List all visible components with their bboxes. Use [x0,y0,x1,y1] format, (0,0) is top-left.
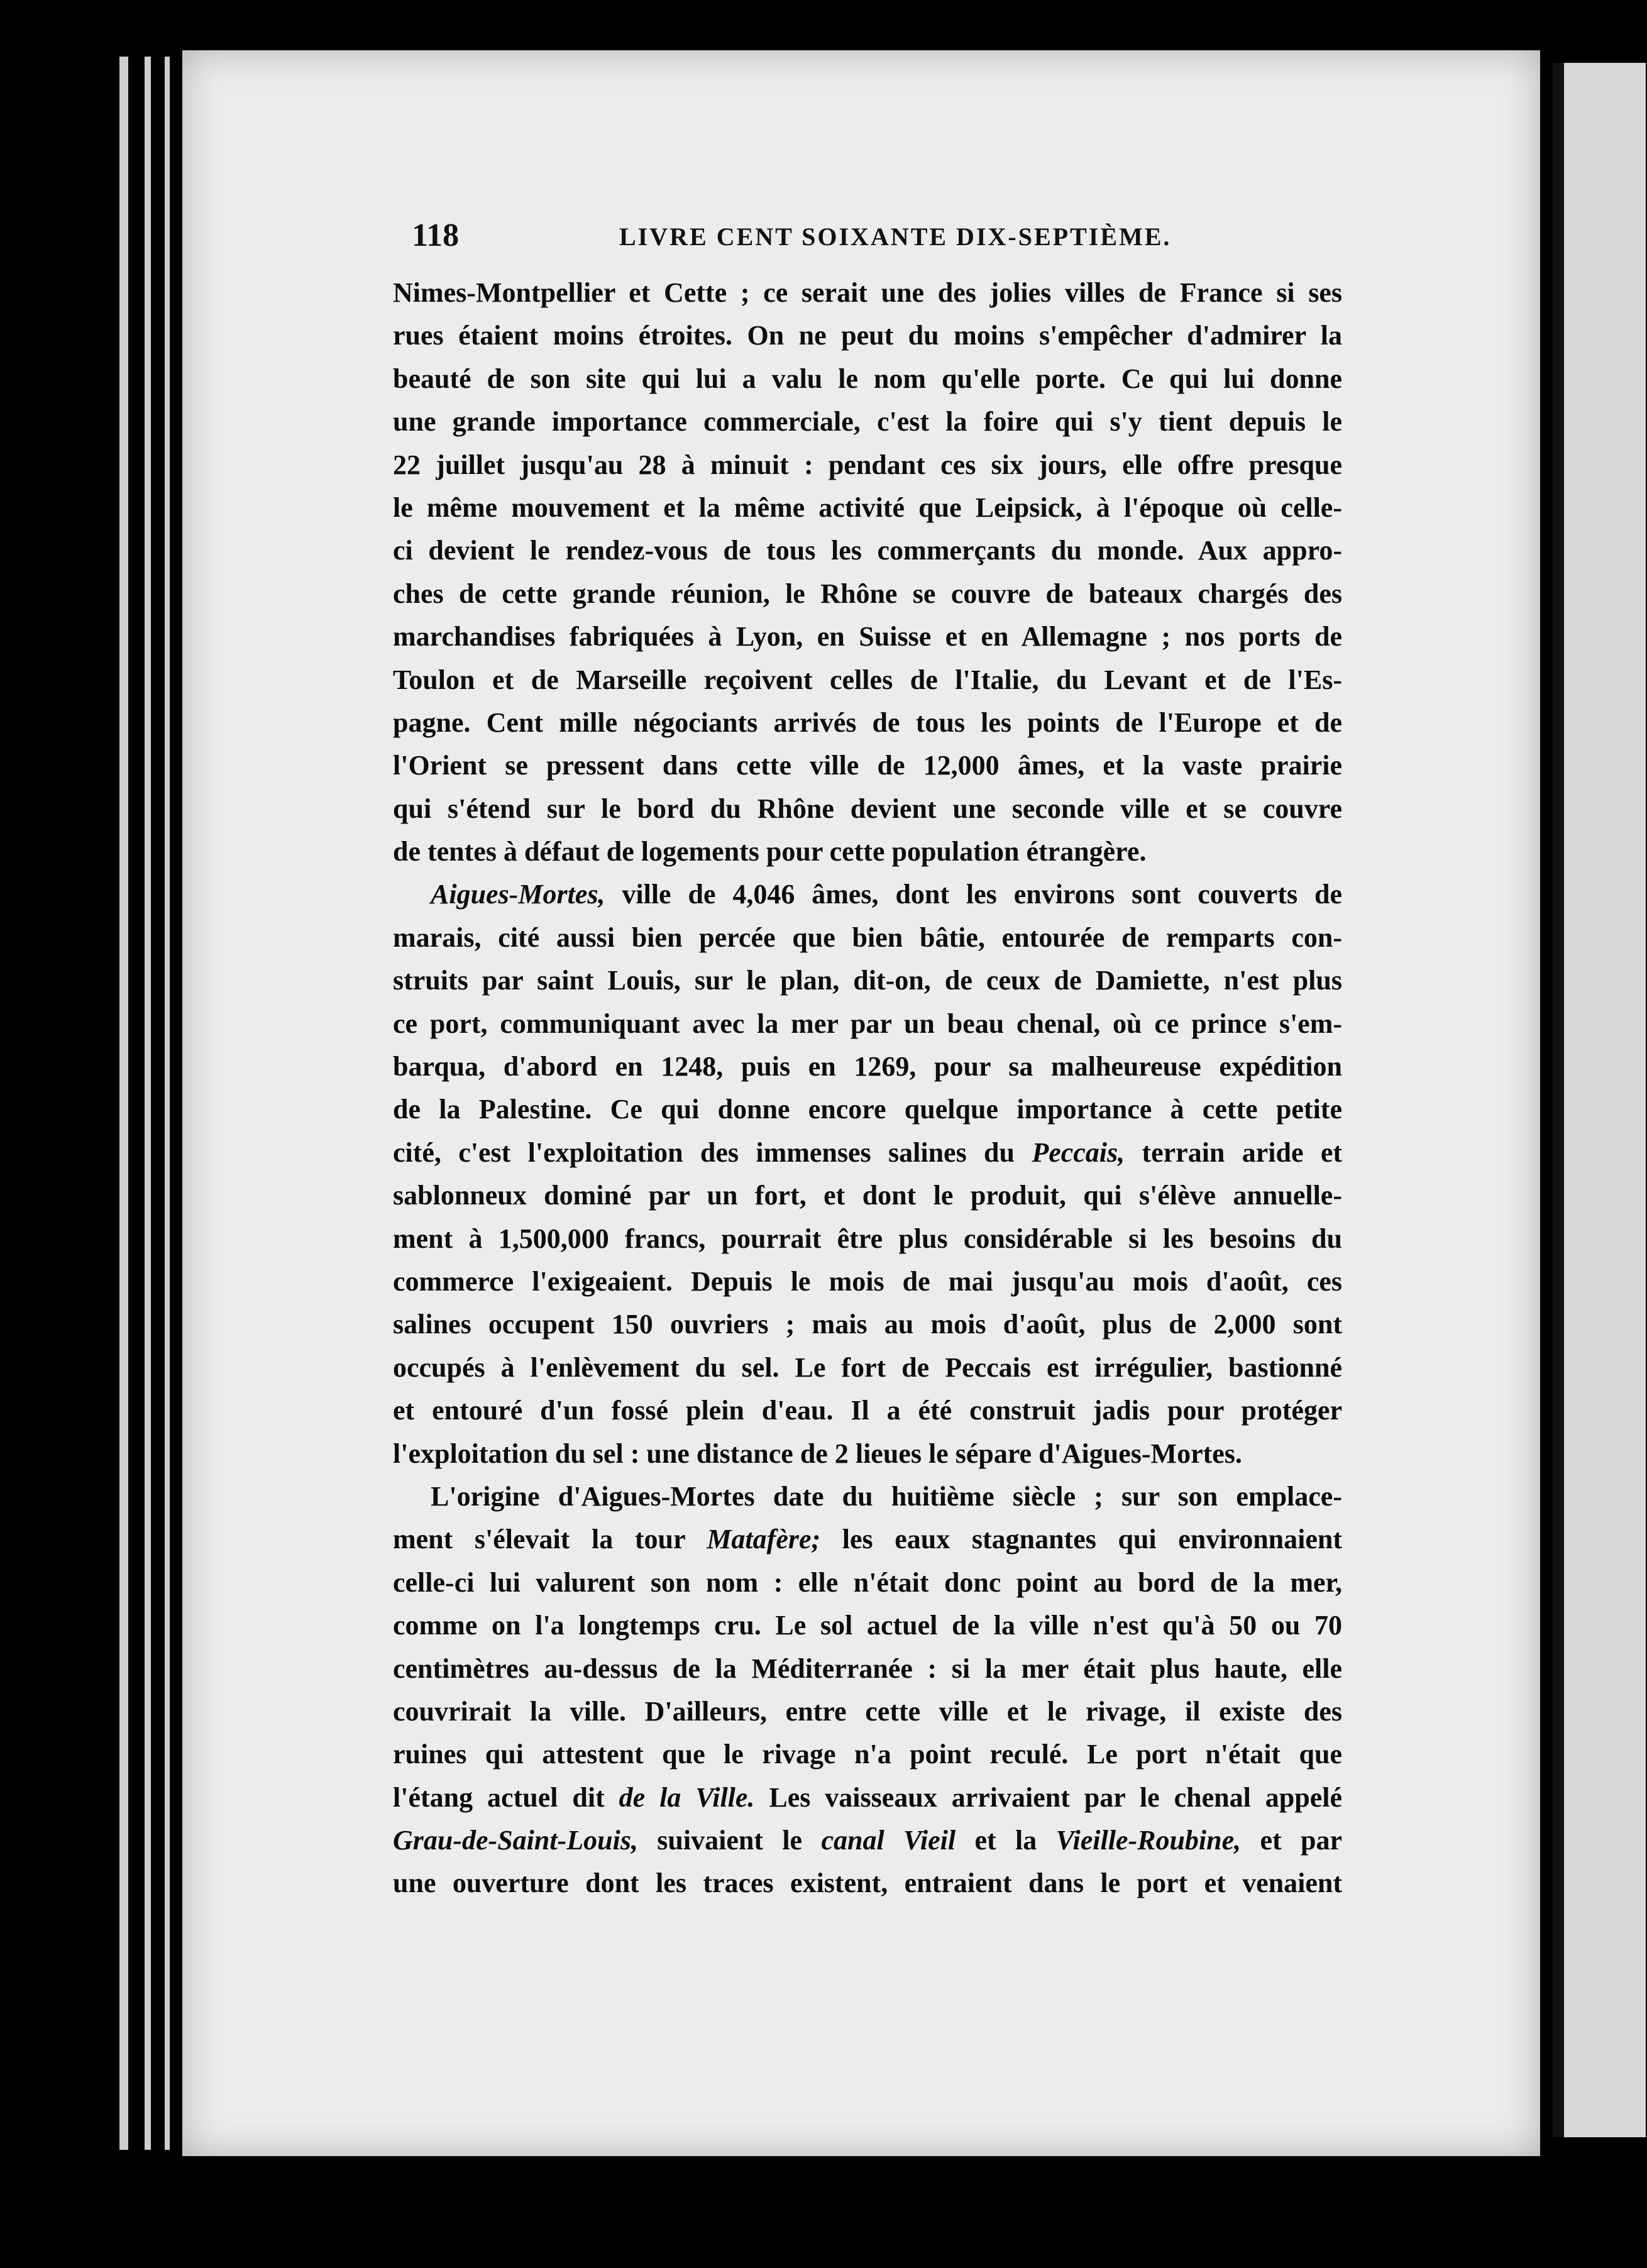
text-line: qui s'étend sur le bord du Rhône devient une seconde ville et se couvre [393,793,1342,824]
text-segment: et la [974,1825,1037,1856]
binding-rule [165,57,170,2150]
page-number: 118 [412,217,460,253]
text-line: 22 juillet jusqu'au 28 à minuit : pendant ces six jours, elle offre presque [393,449,1342,480]
text-segment: Les vaisseaux arrivaient par le chenal appelé [769,1781,1342,1813]
text-segment: cité, c'est l'exploitation des immenses salines du [393,1137,1015,1168]
text-line: ment à 1,500,000 francs, pourrait être plus considérable si les besoins du [393,1223,1342,1254]
body-text [393,272,1342,1905]
text-line: comme on l'a longtemps cru. Le sol actuel de la ville n'est qu'à 50 ou 70 [393,1610,1342,1641]
text-line: le même mouvement et la même activité que Leipsick, à l'époque où celle- [393,492,1342,523]
text-line: salines occupent 150 ouvriers ; mais au mois d'août, plus de 2,000 sont [393,1309,1342,1340]
text-line: l'Orient se pressent dans cette ville de 12,000 âmes, et la vaste prairie [393,750,1342,781]
adjacent-page-edge [1553,63,1646,2137]
text-line: ce port, communiquant avec la mer par un beau chenal, où ce prince s'em- [393,1008,1342,1039]
text-segment: terrain aride et [1142,1137,1343,1168]
text-line: de tentes à défaut de logements pour cette population étrangère. [393,836,1147,867]
text-line: centimètres au-dessus de la Méditerranée : si la mer était plus haute, elle [393,1653,1342,1684]
text-line: L'origine d'Aigues-Mortes date du huitième siècle ; sur son emplace- [431,1480,1342,1512]
text-line: couvrirait la ville. D'ailleurs, entre cette ville et le rivage, il existe des [393,1695,1342,1727]
italic-place-name: Aigues-Mortes, [431,879,605,910]
italic-place-name: canal Vieil [821,1825,956,1856]
text-line: rues étaient moins étroites. On ne peut du moins s'empêcher d'admirer la [393,320,1342,351]
text-line: sablonneux dominé par un fort, et dont le produit, qui s'élève annuelle- [393,1180,1342,1211]
text-line: Nimes-Montpellier et Cette ; ce serait une des jolies villes de France si ses [393,277,1342,308]
text-line [393,873,1342,916]
page-header [412,217,1339,255]
text-line [393,1819,1342,1862]
binding-rule [119,57,128,2150]
text-line: marchandises fabriquées à Lyon, en Suisse et en Allemagne ; nos ports de [393,621,1342,652]
text-segment: suivaient le [657,1825,803,1856]
text-line: de la Palestine. Ce qui donne encore quelque importance à cette petite [393,1094,1342,1125]
text-line: une ouverture dont les traces existent, entraient dans le port et venaient [393,1868,1342,1899]
text-line: occupés à l'enlèvement du sel. Le fort de Peccais est irrégulier, bastionné [393,1351,1342,1383]
text-line [393,1776,1342,1819]
text-line: l'exploitation du sel : une distance de 2 lieues le sépare d'Aigues-Mortes. [393,1438,1242,1469]
text-segment: ment s'élevait la tour [393,1524,685,1555]
italic-place-name: Peccais, [1032,1137,1125,1168]
text-line: ci devient le rendez-vous de tous les commerçants du monde. Aux appro- [393,535,1342,566]
text-segment: les eaux stagnantes qui environnaient [842,1524,1343,1555]
book-binding [0,0,182,2268]
text-line: celle-ci lui valurent son nom : elle n'était donc point au bord de la mer, [393,1566,1342,1598]
text-line: beauté de son site qui lui a valu le nom qu'elle porte. Ce qui lui donne [393,363,1342,394]
text-line: barqua, d'abord en 1248, puis en 1269, pour sa malheureuse expédition [393,1051,1342,1082]
running-title: LIVRE CENT SOIXANTE DIX-SEPTIÈME. [619,223,1172,251]
text-line [393,1518,1342,1561]
italic-place-name: Grau-de-Saint-Louis, [393,1825,638,1856]
text-line: une grande importance commerciale, c'est la foire qui s'y tient depuis le [393,406,1342,438]
text-segment: ville de 4,046 âmes, dont les environs sont couverts de [622,879,1342,910]
italic-place-name: Matafère; [707,1524,821,1555]
text-line [393,1131,1342,1174]
italic-place-name: Vieille-Roubine, [1055,1825,1242,1856]
text-line: marais, cité aussi bien percée que bien bâtie, entourée de remparts con- [393,922,1342,953]
text-segment: et par [1260,1825,1343,1856]
text-line: pagne. Cent mille négociants arrivés de tous les points de l'Europe et de [393,707,1342,738]
binding-rule [145,57,151,2150]
text-line: ches de cette grande réunion, le Rhône se couvre de bateaux chargés des [393,578,1342,609]
text-line: commerce l'exigeaient. Depuis le mois de mai jusqu'au mois d'août, ces [393,1265,1342,1297]
italic-place-name: de la Ville. [619,1781,755,1813]
text-line: struits par saint Louis, sur le plan, dit-on, de ceux de Damiette, n'est plus [393,965,1342,996]
text-line: et entouré d'un fossé plein d'eau. Il a été construit jadis pour protéger [393,1395,1342,1426]
text-line: Toulon et de Marseille reçoivent celles de l'Italie, du Levant et de l'Es- [393,664,1342,695]
text-segment: l'étang actuel dit [393,1781,605,1813]
text-line: ruines qui attestent que le rivage n'a point reculé. Le port n'était que [393,1739,1342,1770]
